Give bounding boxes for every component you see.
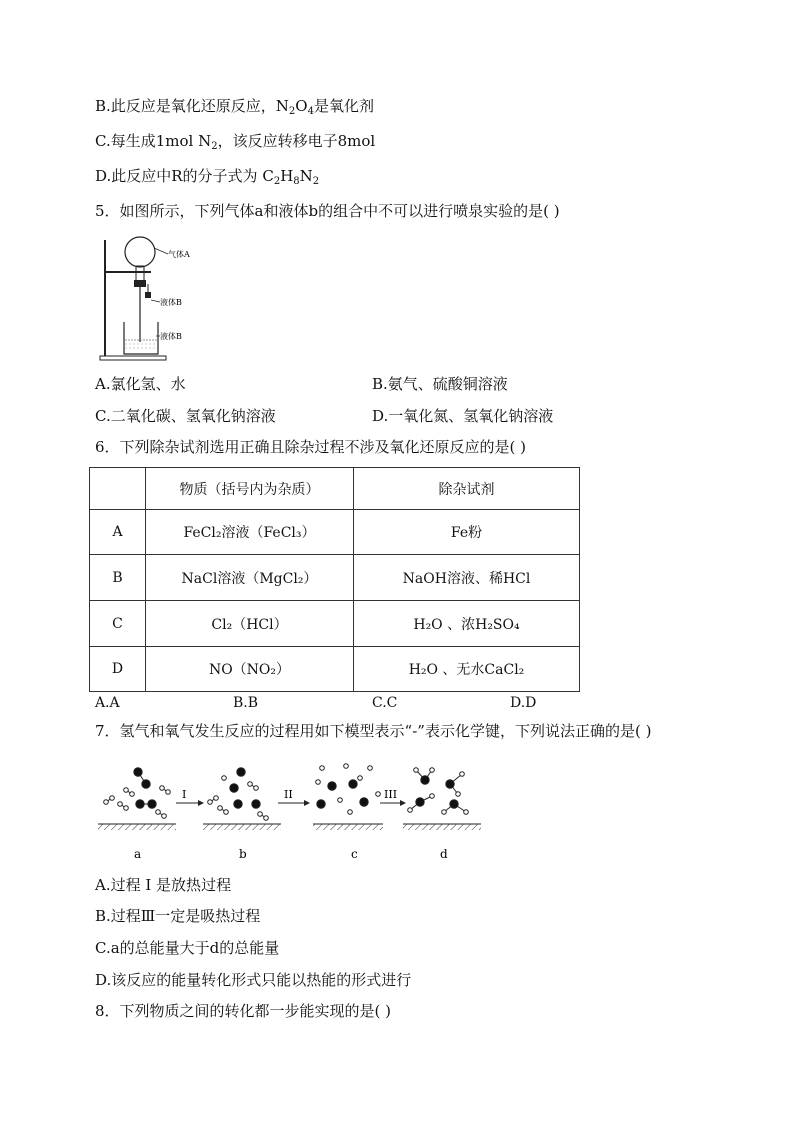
arrow-step-3 bbox=[380, 788, 406, 806]
row-reagent: H₂O 、无水CaCl₂ bbox=[354, 647, 580, 692]
table-header-row bbox=[90, 468, 580, 510]
table-header-reagent: 除杂试剂 bbox=[354, 468, 580, 510]
table-row bbox=[90, 510, 580, 555]
q7-option-a: A.过程 I 是放热过程 bbox=[95, 876, 232, 894]
q5-option-d: D.一氧化氮、氢氧化钠溶液 bbox=[372, 407, 554, 425]
label-liquid-b-dropper: 液体B bbox=[160, 298, 182, 307]
row-reagent: Fe粉 bbox=[354, 510, 580, 555]
surface-b bbox=[203, 824, 281, 830]
row-substance: FeCl₂溶液（FeCl₃） bbox=[146, 510, 354, 555]
reaction-model-figure bbox=[98, 758, 488, 866]
q5-option-a: A.氯化氢、水 bbox=[95, 375, 186, 393]
reagent-table bbox=[89, 467, 580, 692]
row-substance: Cl₂（HCl） bbox=[146, 601, 354, 647]
svg-text:II: II bbox=[284, 788, 293, 801]
q5-option-b: B.氨气、硫酸铜溶液 bbox=[372, 375, 508, 393]
q4-option-d: D.此反应中R的分子式为 $C_2H_8N_2$ bbox=[95, 167, 320, 187]
stage-label-c: c bbox=[351, 847, 358, 861]
row-label: A bbox=[90, 510, 146, 555]
q5-option-c: C.二氧化碳、氢氧化钠溶液 bbox=[95, 407, 276, 425]
label-gas-a: 气体A bbox=[168, 250, 190, 259]
q7-option-c: C.a的总能量大于d的总能量 bbox=[95, 939, 280, 957]
q8-stem: 8．下列物质之间的转化都一步能实现的是( ) bbox=[95, 1002, 392, 1020]
label-liquid-b-beaker: 液体B bbox=[160, 332, 182, 341]
svg-text:I: I bbox=[182, 788, 187, 801]
row-label: D bbox=[90, 647, 146, 692]
row-substance: NaCl溶液（MgCl₂） bbox=[146, 555, 354, 601]
stage-label-d: d bbox=[440, 847, 448, 861]
q5-stem: 5．如图所示，下列气体a和液体b的组合中不可以进行喷泉实验的是( ) bbox=[95, 202, 560, 220]
surface-c bbox=[313, 824, 383, 830]
q6-option-a: A.A bbox=[95, 695, 120, 711]
stage-label-a: a bbox=[134, 847, 142, 861]
row-label: C bbox=[90, 601, 146, 647]
row-label: B bbox=[90, 555, 146, 601]
svg-text:III: III bbox=[384, 788, 398, 801]
fountain-apparatus-figure bbox=[96, 232, 206, 364]
q7-option-d: D.该反应的能量转化形式只能以热能的形式进行 bbox=[95, 971, 412, 989]
row-substance: NO（NO₂） bbox=[146, 647, 354, 692]
table-header-substance: 物质（括号内为杂质） bbox=[146, 468, 354, 510]
table-row bbox=[90, 555, 580, 601]
surface-a bbox=[98, 824, 176, 830]
stage-label-b: b bbox=[239, 847, 247, 861]
row-reagent: NaOH溶液、稀HCl bbox=[354, 555, 580, 601]
stage-c-atoms bbox=[316, 764, 381, 815]
table-header-blank bbox=[90, 468, 146, 510]
stage-d-molecules bbox=[408, 768, 469, 815]
table-row bbox=[90, 647, 580, 692]
row-reagent: H₂O 、浓H₂SO₄ bbox=[354, 601, 580, 647]
q6-option-b: B.B bbox=[233, 695, 259, 711]
q7-stem: 7．氢气和氧气发生反应的过程用如下模型表示“-”表示化学键，下列说法正确的是( ) bbox=[95, 722, 652, 740]
surface-d bbox=[403, 824, 481, 830]
stage-b-molecules bbox=[208, 768, 269, 821]
arrow-step-2 bbox=[278, 788, 310, 806]
q7-option-b: B.过程Ⅲ一定是吸热过程 bbox=[95, 907, 261, 925]
arrow-step-1 bbox=[176, 788, 204, 806]
stage-a-molecules bbox=[104, 768, 171, 819]
q6-stem: 6．下列除杂试剂选用正确且除杂过程不涉及氧化还原反应的是( ) bbox=[95, 438, 527, 456]
q6-option-c: C.C bbox=[372, 695, 398, 711]
table-row bbox=[90, 601, 580, 647]
q4-option-c: C.每生成1mol $N_2$，该反应转移电子8mol bbox=[95, 132, 376, 152]
q4-option-b: B.此反应是氧化还原反应，$N_2O_4$是氧化剂 bbox=[95, 97, 374, 117]
q6-option-d: D.D bbox=[510, 695, 537, 711]
